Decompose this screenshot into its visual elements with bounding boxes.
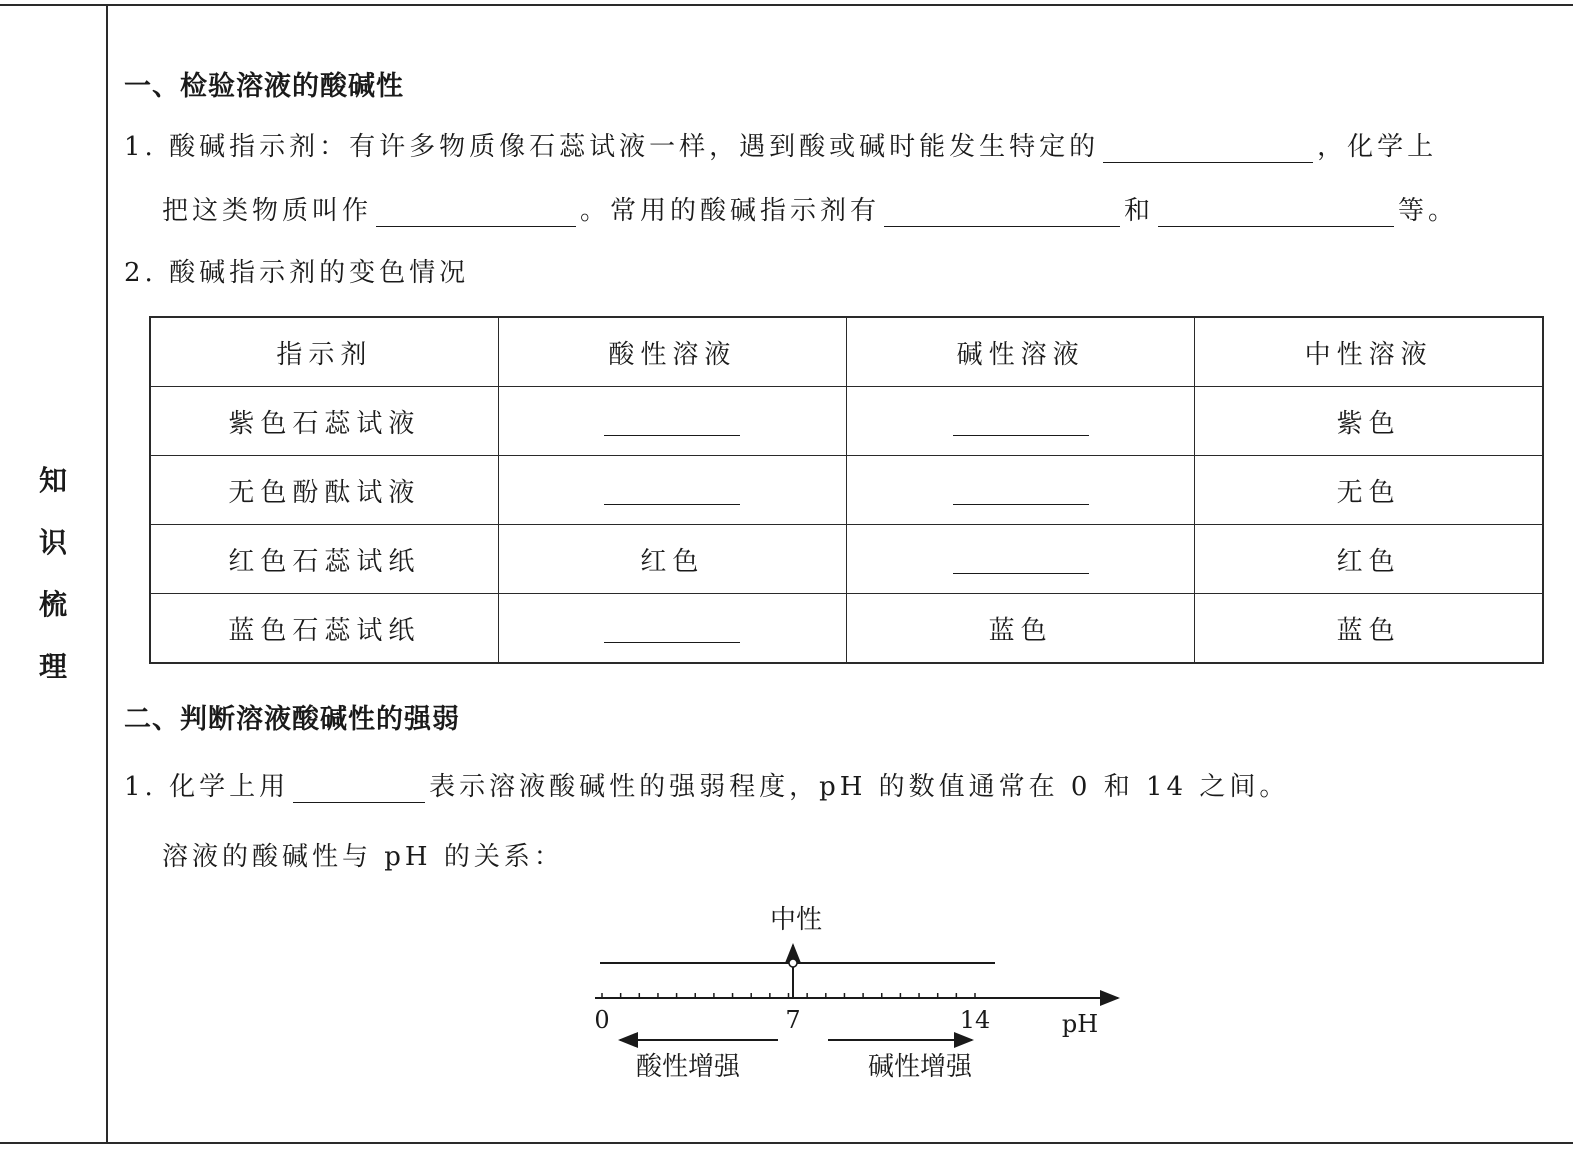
tick-label-0: 0 bbox=[594, 1006, 610, 1034]
section2-text-b: 表示溶液酸碱性的强弱程度，pH 的数值通常在 0 和 14 之间。 bbox=[429, 772, 1290, 802]
answer-blank[interactable] bbox=[953, 407, 1089, 436]
section2-item1 bbox=[124, 766, 1289, 803]
section2-heading: 二、判断溶液酸碱性的强弱 bbox=[124, 704, 460, 735]
table-cell: 蓝色石蕊试纸 bbox=[150, 594, 498, 664]
sidebar-label bbox=[0, 450, 106, 698]
table-header: 酸性溶液 bbox=[498, 317, 846, 387]
table-cell: 无色 bbox=[1195, 456, 1543, 525]
sidebar-char: 识 bbox=[38, 526, 67, 559]
ph-scale-diagram bbox=[570, 895, 1150, 1095]
tick-label-7: 7 bbox=[785, 1006, 801, 1034]
table-cell: 红色石蕊试纸 bbox=[150, 525, 498, 594]
table-row bbox=[150, 525, 1543, 594]
table-cell[interactable] bbox=[498, 594, 846, 664]
table-header: 碱性溶液 bbox=[847, 317, 1195, 387]
table-header: 指示剂 bbox=[150, 317, 498, 387]
sidebar-char: 理 bbox=[38, 650, 67, 683]
item1-line2 bbox=[162, 190, 1458, 227]
table-header: 中性溶液 bbox=[1195, 317, 1543, 387]
base-label: 碱性增强 bbox=[867, 1052, 973, 1082]
table-cell: 蓝色 bbox=[847, 594, 1195, 664]
answer-blank[interactable] bbox=[604, 476, 740, 505]
answer-blank[interactable] bbox=[953, 476, 1089, 505]
table-cell[interactable] bbox=[847, 525, 1195, 594]
sidebar-char: 梳 bbox=[38, 588, 67, 621]
table-cell: 紫色石蕊试液 bbox=[150, 387, 498, 456]
table-cell: 蓝色 bbox=[1195, 594, 1543, 664]
table-row bbox=[150, 594, 1543, 664]
table-cell[interactable] bbox=[847, 456, 1195, 525]
item1-text-e: 和 bbox=[1124, 196, 1155, 226]
neutral-label: 中性 bbox=[769, 905, 823, 935]
answer-blank[interactable] bbox=[1158, 196, 1394, 227]
answer-blank[interactable] bbox=[953, 545, 1089, 574]
answer-blank[interactable] bbox=[376, 196, 576, 227]
table-row bbox=[150, 387, 1543, 456]
answer-blank[interactable] bbox=[604, 614, 740, 643]
acid-label: 酸性增强 bbox=[635, 1052, 741, 1082]
relation-text: 溶液的酸碱性与 pH 的关系： bbox=[162, 842, 564, 872]
axis-ticks bbox=[602, 993, 975, 998]
table-cell: 红色 bbox=[498, 525, 846, 594]
table-cell[interactable] bbox=[498, 456, 846, 525]
table-cell: 紫色 bbox=[1195, 387, 1543, 456]
table-cell: 无色酚酞试液 bbox=[150, 456, 498, 525]
item1-text-c: 把这类物质叫作 bbox=[162, 196, 373, 226]
sidebar-divider bbox=[106, 4, 108, 1144]
item1-line1 bbox=[124, 126, 1437, 163]
axis-label: pH bbox=[1061, 1010, 1099, 1038]
answer-blank[interactable] bbox=[884, 196, 1120, 227]
sidebar-char: 知 bbox=[38, 464, 67, 497]
tick-label-14: 14 bbox=[959, 1006, 991, 1034]
answer-blank[interactable] bbox=[1103, 132, 1313, 163]
section1-heading: 一、检验溶液的酸碱性 bbox=[124, 71, 404, 102]
answer-blank[interactable] bbox=[293, 772, 425, 803]
table-cell[interactable] bbox=[498, 387, 846, 456]
item1-text-d: 。常用的酸碱指示剂有 bbox=[580, 196, 881, 226]
item1-text-b: ，化学上 bbox=[1317, 132, 1438, 162]
item2-text: 2. 酸碱指示剂的变色情况 bbox=[124, 258, 470, 288]
item1-text-f: 等。 bbox=[1398, 196, 1459, 226]
answer-blank[interactable] bbox=[604, 407, 740, 436]
section2-text-a: 1. 化学上用 bbox=[124, 772, 290, 802]
indicator-table bbox=[149, 316, 1544, 664]
table-cell[interactable] bbox=[847, 387, 1195, 456]
table-cell: 红色 bbox=[1195, 525, 1543, 594]
neutral-point bbox=[789, 959, 797, 967]
table-row bbox=[150, 456, 1543, 525]
table-header-row bbox=[150, 317, 1543, 387]
item1-text-a: 1. 酸碱指示剂：有许多物质像石蕊试液一样，遇到酸或碱时能发生特定的 bbox=[124, 132, 1100, 162]
